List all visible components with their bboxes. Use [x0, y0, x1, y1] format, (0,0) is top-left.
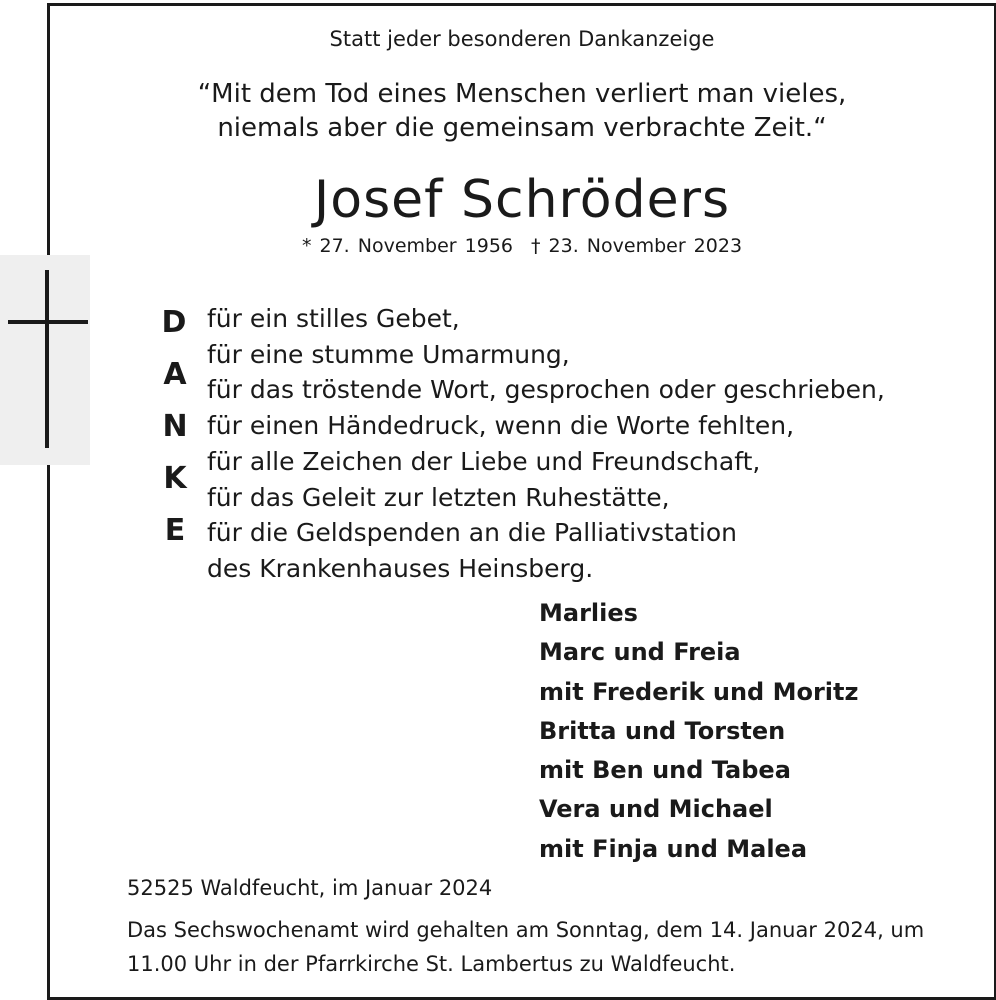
family-signatures: [539, 594, 858, 869]
danke-letter: K: [163, 461, 187, 496]
service-line: Das Sechswochenamt wird gehalten am Sonntag, dem 14. Januar 2024, um: [127, 918, 925, 942]
family-line: Marc und Freia: [539, 638, 741, 667]
intro-text: Statt jeder besonderen Dankanzeige: [329, 27, 715, 51]
thanks-line: des Krankenhauses Heinsberg.: [207, 553, 594, 583]
family-line: Britta und Torsten: [539, 716, 786, 745]
cross-vertical-bar: [45, 270, 49, 448]
thanks-line: für das tröstende Wort, gesprochen oder geschrieben,: [207, 375, 885, 405]
family-line: mit Ben und Tabea: [539, 756, 791, 785]
quote-line: “Mit dem Tod eines Menschen verliert man vieles,: [197, 79, 847, 109]
danke-letter: E: [164, 513, 186, 548]
thanks-line: für die Geldspenden an die Palliativstation: [207, 518, 738, 548]
place-date: 52525 Waldfeucht, im Januar 2024: [127, 876, 493, 900]
thanks-line: für alle Zeichen der Liebe und Freundschaft,: [207, 446, 761, 476]
family-line: Marlies: [539, 599, 638, 627]
life-dates: [50, 235, 994, 257]
death-date: † 23. November 2023: [531, 235, 743, 257]
thanks-line: für das Geleit zur letzten Ruhestätte,: [207, 482, 670, 512]
thanks-list: [207, 301, 885, 587]
thanks-line: für ein stilles Gebet,: [207, 304, 460, 333]
birth-date: * 27. November 1956: [301, 235, 513, 257]
danke-letter: A: [163, 357, 187, 392]
quote-line: niemals aber die gemeinsam verbrachte Zeit.“: [217, 113, 827, 143]
family-line: Vera und Michael: [539, 795, 773, 824]
danke-letter: D: [161, 305, 187, 340]
danke-letters: [158, 303, 192, 551]
service-line: 11.00 Uhr in der Pfarrkirche St. Lambertus zu Waldfeucht.: [127, 952, 736, 976]
service-info: [127, 913, 924, 981]
thanks-line: für eine stumme Umarmung,: [207, 339, 570, 369]
cross-horizontal-bar: [8, 320, 88, 324]
quote: [50, 77, 994, 145]
thanks-line: für einen Händedruck, wenn die Worte fehlten,: [207, 411, 795, 441]
family-line: mit Finja und Malea: [539, 834, 808, 863]
family-line: mit Frederik und Moritz: [539, 677, 859, 706]
danke-letter: N: [162, 409, 188, 444]
deceased-name: Josef Schröders: [313, 170, 731, 230]
